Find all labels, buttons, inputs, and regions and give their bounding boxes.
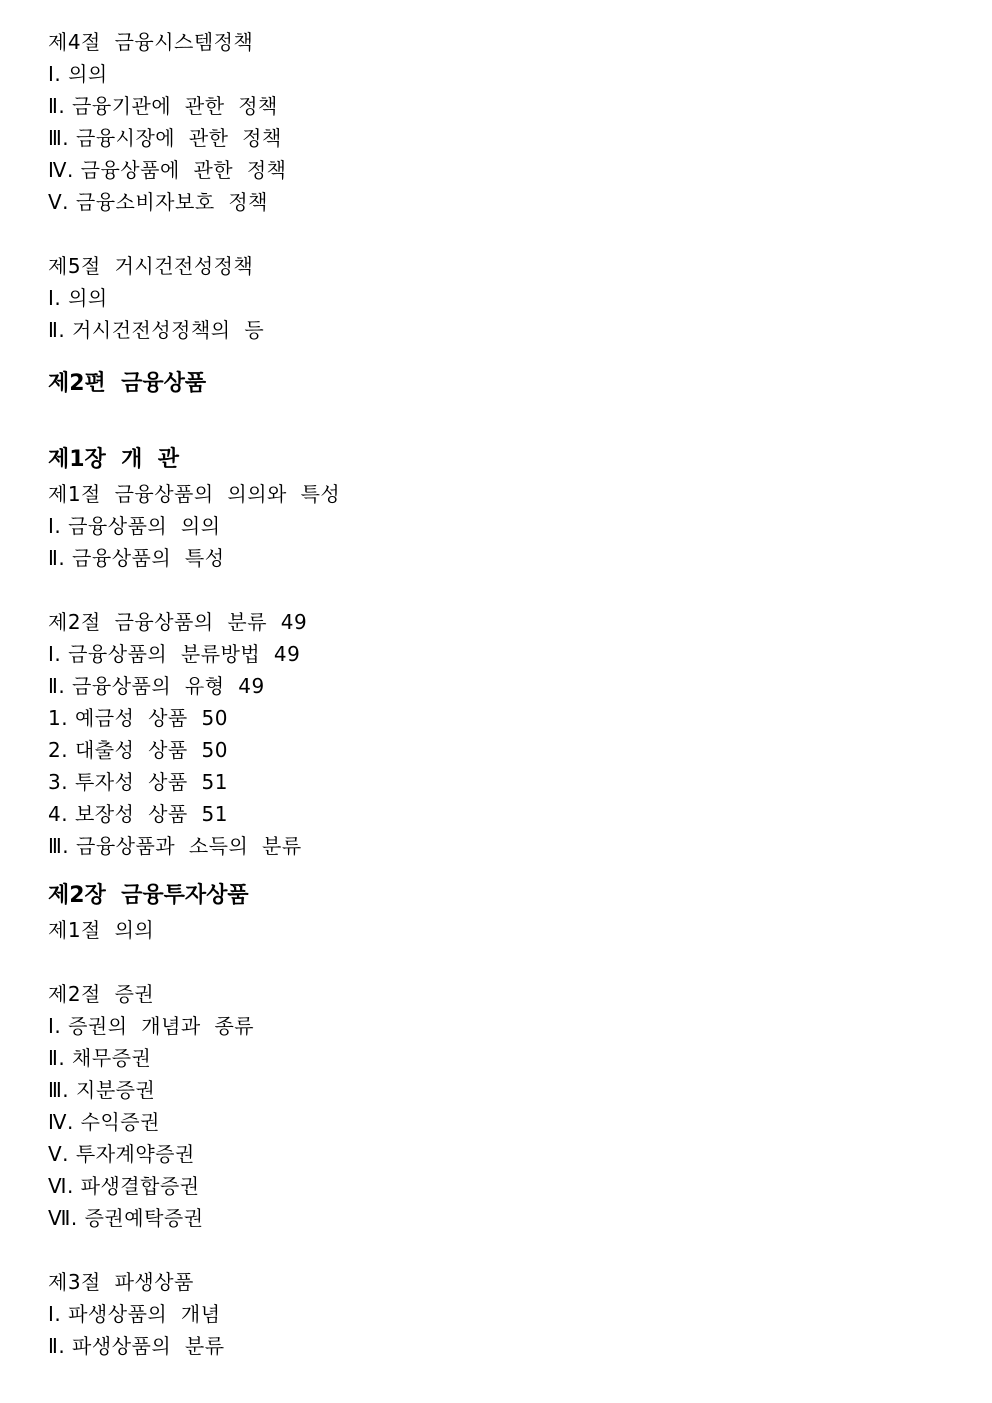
spacer — [48, 1234, 952, 1266]
list-item: Ⅲ. 금융시장에 관한 정책 — [48, 126, 282, 150]
list-item: Ⅲ. 금융상품과 소득의 분류 — [48, 834, 302, 858]
spacer — [48, 574, 952, 606]
list-item: Ⅵ. 파생결합증권 — [48, 1174, 200, 1198]
section-title: 제2절 증권 — [48, 982, 155, 1006]
list-item: 4. 보장성 상품 51 — [48, 802, 228, 826]
section-title: 제1절 금융상품의 의의와 특성 — [48, 482, 341, 506]
list-item: Ⅱ. 거시건전성정책의 등 — [48, 318, 265, 342]
spacer — [48, 406, 952, 442]
list-item: Ⅳ. 금융상품에 관한 정책 — [48, 158, 287, 182]
list-item: Ⅱ. 금융상품의 유형 49 — [48, 674, 265, 698]
list-item: Ⅰ. 의의 — [48, 286, 108, 310]
section-title: 제1절 의의 — [48, 918, 155, 942]
list-item: Ⅴ. 투자계약증권 — [48, 1142, 195, 1166]
section-title: 제4절 금융시스템정책 — [48, 30, 254, 54]
spacer — [48, 946, 952, 978]
list-item: 1. 예금성 상품 50 — [48, 706, 228, 730]
list-item: Ⅳ. 수익증권 — [48, 1110, 160, 1134]
list-item: Ⅱ. 금융상품의 특성 — [48, 546, 225, 570]
section-title: 제3절 파생상품 — [48, 1270, 194, 1294]
list-item: 3. 투자성 상품 51 — [48, 770, 228, 794]
chapter-title: 제1장 개 관 — [48, 447, 179, 472]
list-item: Ⅰ. 금융상품의 의의 — [48, 514, 221, 538]
section-title: 제5절 거시건전성정책 — [48, 254, 254, 278]
list-item: Ⅰ. 금융상품의 분류방법 49 — [48, 642, 301, 666]
list-item: Ⅱ. 금융기관에 관한 정책 — [48, 94, 278, 118]
list-item: Ⅲ. 지분증권 — [48, 1078, 156, 1102]
list-item: Ⅶ. 증권예탁증권 — [48, 1206, 204, 1230]
chapter-title: 제2장 금융투자상품 — [48, 883, 249, 908]
spacer — [48, 346, 952, 362]
list-item: Ⅱ. 파생상품의 분류 — [48, 1334, 225, 1358]
part-title: 제2편 금융상품 — [48, 371, 207, 396]
list-item: 2. 대출성 상품 50 — [48, 738, 228, 762]
list-item: Ⅱ. 채무증권 — [48, 1046, 152, 1070]
section-title: 제2절 금융상품의 분류 49 — [48, 610, 308, 634]
list-item: Ⅴ. 금융소비자보호 정책 — [48, 190, 268, 214]
spacer — [48, 862, 952, 878]
list-item: Ⅰ. 증권의 개념과 종류 — [48, 1014, 255, 1038]
document-page — [48, 26, 952, 1362]
list-item: Ⅰ. 의의 — [48, 62, 108, 86]
spacer — [48, 218, 952, 250]
list-item: Ⅰ. 파생상품의 개념 — [48, 1302, 221, 1326]
